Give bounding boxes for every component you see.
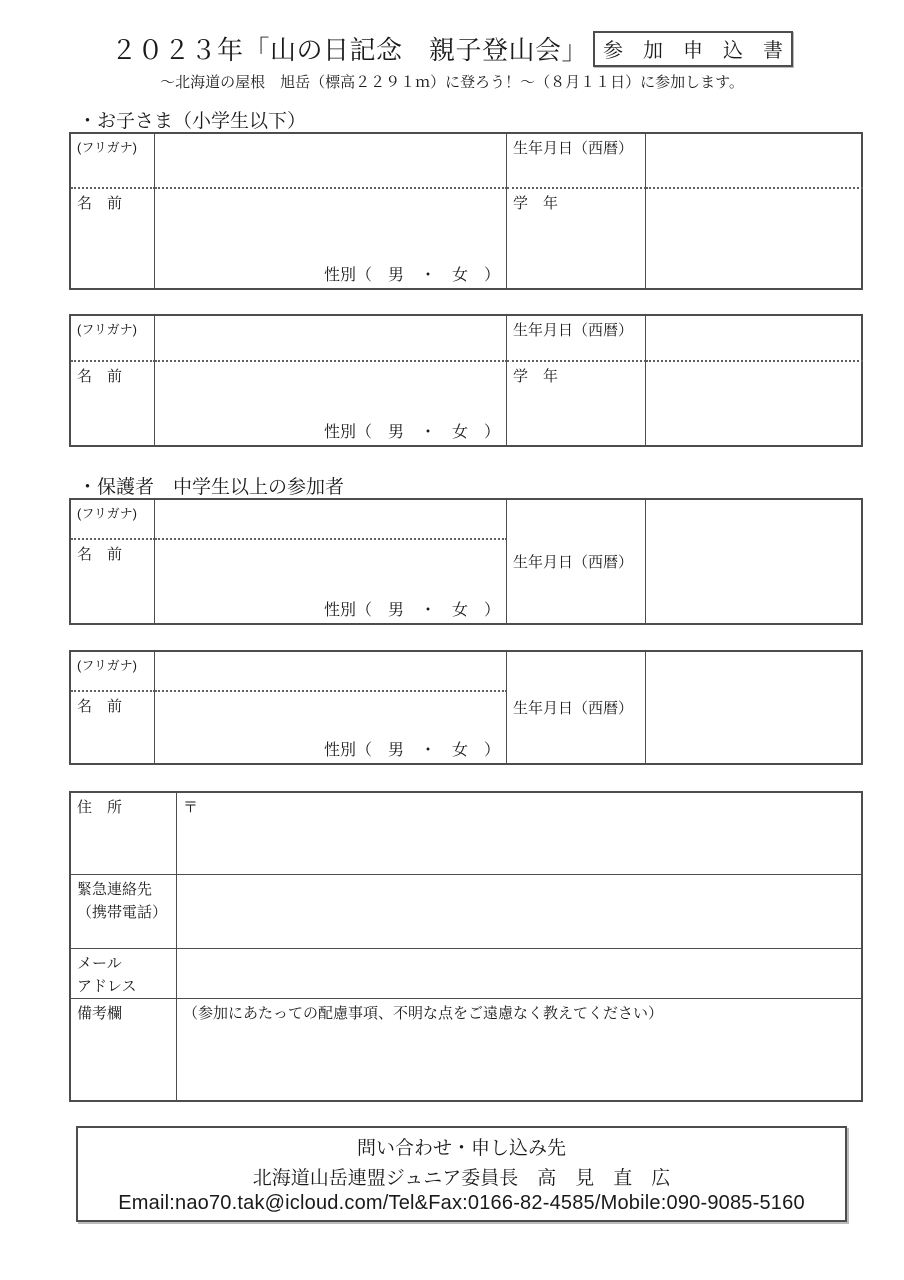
name-label-cell: 名 前: [71, 540, 155, 623]
section-children-heading: ・お子さま（小学生以下）: [78, 111, 307, 132]
furigana-label-cell: [71, 652, 155, 692]
form-subtitle: ～北海道の屋根 旭岳（標高２２９１ｍ）に登ろう！～（８月１１日）に参加します。: [160, 74, 744, 91]
birthdate-input-area[interactable]: [646, 500, 863, 623]
furigana-label: (フリガナ): [77, 658, 138, 673]
name-input-area[interactable]: [155, 362, 507, 445]
furigana-label-cell: [71, 316, 155, 362]
birthdate-label-cell: 生年月日（西暦）: [507, 500, 646, 623]
emergency-input-area[interactable]: [177, 875, 861, 949]
birthdate-label-cell: 生年月日（西暦）: [507, 134, 646, 189]
furigana-label-cell: [71, 134, 155, 189]
furigana-label-cell: [71, 500, 155, 540]
name-input-area[interactable]: [155, 692, 507, 763]
remarks-input-area[interactable]: [177, 999, 861, 1100]
grade-input-area[interactable]: [646, 362, 863, 445]
postal-mark: 〒: [183, 799, 199, 816]
remarks-label-cell: 備考欄: [71, 999, 177, 1100]
footer-contact-details: Email:nao70.tak@icloud.com/Tel&Fax:0166-82-4585/Mobile:090-9085-5160: [118, 1192, 805, 1215]
name-input-area[interactable]: [155, 189, 507, 288]
email-label-cell: [71, 949, 177, 999]
footer-organizer: 北海道山岳連盟ジュニア委員長 高 見 直 広: [252, 1167, 671, 1189]
guardian-entry-table-1: [69, 498, 863, 625]
furigana-input-area[interactable]: [155, 134, 507, 189]
grade-input-area[interactable]: [646, 189, 863, 288]
birthdate-input-area[interactable]: [646, 134, 863, 189]
name-input-area[interactable]: [155, 540, 507, 623]
furigana-input-area[interactable]: [155, 500, 507, 540]
birthdate-input-area[interactable]: [646, 316, 863, 362]
emergency-label-line2: （携帯電話）: [77, 904, 168, 922]
gender-selection[interactable]: 性別（ 男 ・ 女 ）: [323, 424, 500, 441]
furigana-label: (フリガナ): [77, 140, 138, 155]
furigana-label: (フリガナ): [77, 506, 138, 521]
furigana-input-area[interactable]: [155, 652, 507, 692]
guardian-entry-table-2: [69, 650, 863, 765]
address-input-area[interactable]: [177, 793, 861, 875]
section-guardians-heading: ・保護者 中学生以上の参加者: [78, 477, 345, 498]
form-title-text: ２０２３年「山の日記念 親子登山会」: [110, 35, 588, 65]
emergency-label-cell: [71, 875, 177, 949]
email-label-line1: メール: [77, 955, 122, 972]
child-entry-table-2: [69, 314, 863, 447]
footer-heading: 問い合わせ・申し込み先: [356, 1137, 566, 1159]
remarks-note: （参加にあたっての配慮事項、不明な点をご遠慮なく教えてください）: [183, 1005, 664, 1022]
emergency-label-line1: 緊急連絡先: [77, 881, 153, 898]
birthdate-input-area[interactable]: [646, 652, 863, 763]
grade-label-cell: 学 年: [507, 362, 646, 445]
gender-selection[interactable]: 性別（ 男 ・ 女 ）: [323, 602, 500, 619]
address-label-cell: 住 所: [71, 793, 177, 875]
gender-selection[interactable]: 性別（ 男 ・ 女 ）: [323, 742, 500, 759]
furigana-label: (フリガナ): [77, 322, 138, 337]
contact-footer-box: [76, 1126, 847, 1222]
name-label-cell: 名 前: [71, 692, 155, 763]
grade-label-cell: 学 年: [507, 189, 646, 288]
child-entry-table-1: [69, 132, 863, 290]
name-label-cell: 名 前: [71, 362, 155, 445]
form-title-boxed: 参 加 申 込 書: [593, 31, 793, 67]
email-label-line2: アドレス: [77, 978, 137, 996]
email-input-area[interactable]: [177, 949, 861, 999]
form-title-row: [0, 30, 904, 67]
birthdate-label-cell: 生年月日（西暦）: [507, 316, 646, 362]
furigana-input-area[interactable]: [155, 316, 507, 362]
name-label-cell: 名 前: [71, 189, 155, 288]
birthdate-label-cell: 生年月日（西暦）: [507, 652, 646, 763]
contact-info-table: [69, 791, 863, 1102]
gender-selection[interactable]: 性別（ 男 ・ 女 ）: [323, 267, 500, 284]
